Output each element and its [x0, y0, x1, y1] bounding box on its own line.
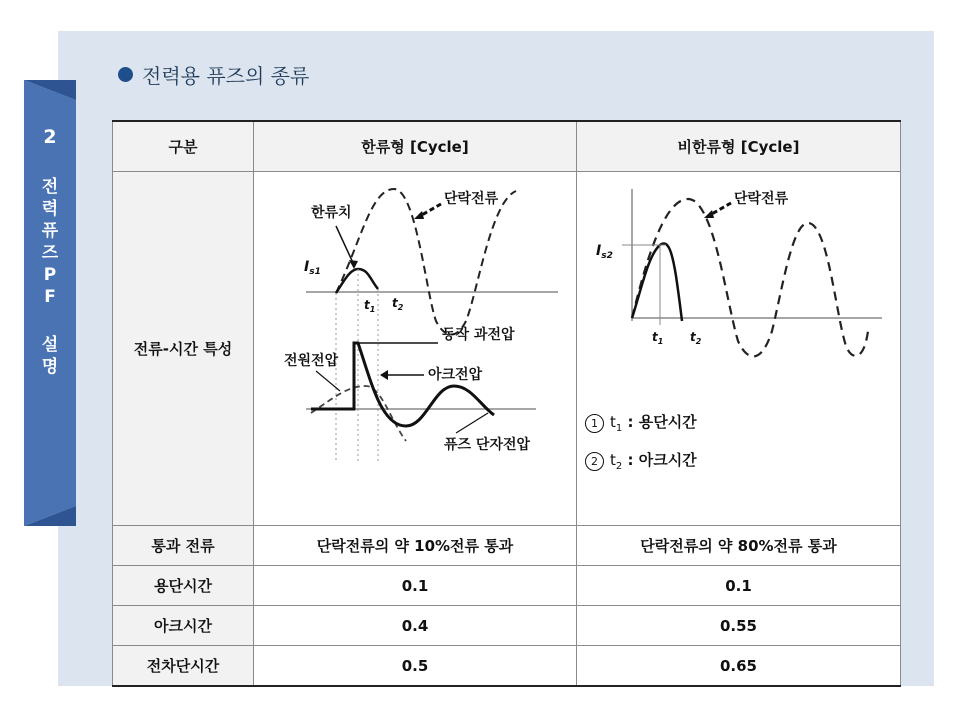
header-current-limiting: 한류형 [Cycle]	[254, 121, 577, 172]
note-arc-time: 2 $t_2$ : 아크시간	[585, 449, 697, 472]
label-t1: $t_1$	[364, 298, 376, 314]
circle-two-icon: 2	[585, 452, 604, 471]
row-label: 통과 전류	[113, 526, 254, 566]
section-title	[24, 176, 76, 378]
header-non-limiting: 비한류형 [Cycle]	[577, 121, 901, 172]
label-limit-value: 한류치	[311, 205, 352, 221]
cell-graph-left	[254, 172, 577, 526]
section-char: F	[44, 287, 56, 307]
label-t2: $t_2$	[392, 296, 404, 312]
table-header-row	[113, 121, 901, 172]
graph-current-limiting	[266, 181, 564, 467]
page-title	[118, 60, 309, 89]
row-label: 용단시간	[113, 566, 254, 606]
section-number: 2	[43, 126, 57, 148]
row-label-graph: 전류-시간 특성	[113, 172, 254, 526]
section-char: P	[43, 265, 57, 285]
current-limiting-graph-svg	[266, 181, 564, 467]
table-row	[113, 526, 901, 566]
section-ribbon	[24, 80, 76, 526]
cell-non-limiting: 0.55	[577, 606, 901, 646]
label-source-voltage: 전원전압	[284, 353, 339, 369]
row-label: 아크시간	[113, 606, 254, 646]
section-char: 즈	[41, 243, 59, 263]
label-overvoltage: 동작 과전압	[442, 327, 515, 343]
section-char: 력	[41, 199, 59, 219]
header-category: 구분	[113, 121, 254, 172]
table-row	[113, 566, 901, 606]
label-is2: $I_{s2}$	[596, 243, 613, 261]
table-row	[113, 606, 901, 646]
section-gap	[24, 308, 76, 334]
section-char: 퓨	[41, 221, 59, 241]
cell-non-limiting: 0.65	[577, 646, 901, 687]
label-is1: $I_{s1}$	[304, 259, 321, 277]
label-t2-right: $t_2$	[690, 330, 702, 346]
non-limiting-graph-svg	[586, 181, 886, 369]
cell-current-limiting: 0.4	[254, 606, 577, 646]
cell-graph-right	[577, 172, 901, 526]
page-title-text: 전력용 퓨즈의 종류	[142, 64, 310, 88]
graph-non-limiting	[586, 181, 886, 369]
section-char: 설	[41, 335, 59, 355]
label-t1-right: $t_1$	[652, 330, 664, 346]
section-char: 전	[41, 177, 59, 197]
row-label: 전차단시간	[113, 646, 254, 687]
cell-current-limiting: 단락전류의 약 10%전류 통과	[254, 526, 577, 566]
fuse-comparison-table	[112, 120, 901, 687]
note-melting-time: 1 $t_1$ : 용단시간	[585, 411, 697, 434]
cell-current-limiting: 0.5	[254, 646, 577, 687]
cell-non-limiting: 0.1	[577, 566, 901, 606]
cell-non-limiting: 단락전류의 약 80%전류 통과	[577, 526, 901, 566]
label-short-circuit-current: 단락전류	[444, 191, 499, 207]
label-terminal-voltage: 퓨즈 단자전압	[444, 437, 531, 453]
bullet-icon	[118, 67, 133, 82]
label-arc-voltage: 아크전압	[428, 367, 483, 383]
cell-current-limiting: 0.1	[254, 566, 577, 606]
label-short-circuit-current-right: 단락전류	[734, 191, 789, 207]
section-char: 명	[41, 357, 59, 377]
circle-one-icon: 1	[585, 414, 604, 433]
table-row-graph	[113, 172, 901, 526]
table-row	[113, 646, 901, 687]
